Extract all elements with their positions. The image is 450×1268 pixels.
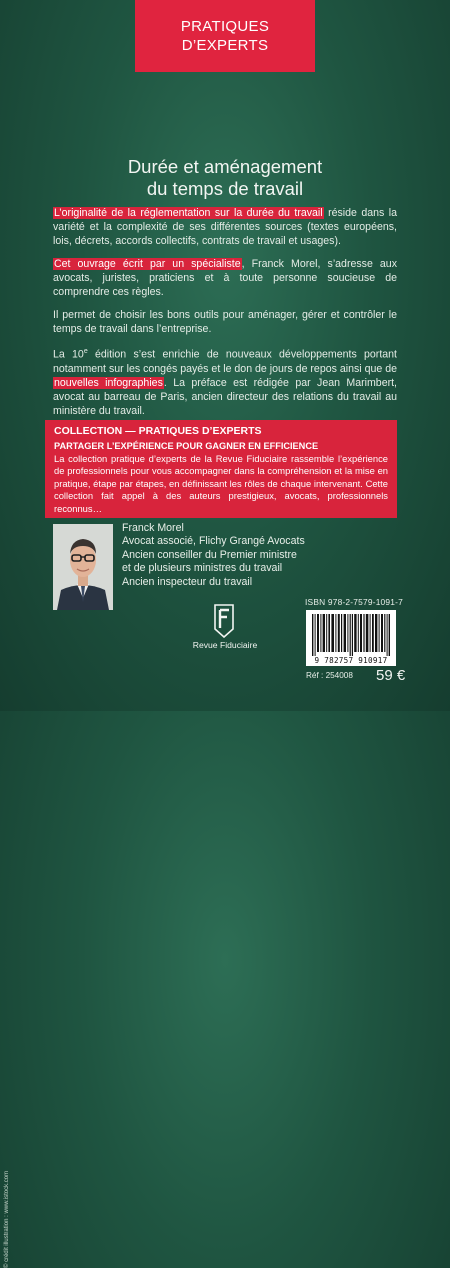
- collection-subheading: PARTAGER L’EXPÉRIENCE POUR GAGNER EN EFFICIENCE: [54, 441, 319, 451]
- publisher-logo-svg: [214, 604, 234, 638]
- series-line-2: D’EXPERTS: [181, 37, 269, 54]
- paragraph-4-middle: édition s’est enrichie de nouveaux développements portant notamment sur les congés payés et le don de jours de repos ainsi que de: [53, 348, 398, 375]
- book-title-line-1: Durée et aménagement: [127, 156, 323, 177]
- author-position: Avocat associé, Flichy Grangé Avocats: [122, 535, 305, 548]
- description-paragraph-4: [53, 345, 397, 418]
- description-paragraph-3: Il permet de choisir les bons outils pour aménager, gérer et contrôler le temps de travail dans l’entreprise.: [53, 309, 397, 335]
- paragraph-4-end: . La préface est rédigée par Jean Marimbert, avocat au barreau de Paris, ancien directeur des relations du travail au ministère du travail.: [53, 376, 398, 417]
- paragraph-4-start: La 10: [53, 348, 84, 361]
- author-portrait-icon: [53, 524, 113, 610]
- highlight-specialist: Cet ouvrage écrit par un spécialiste: [54, 258, 241, 270]
- barcode-icon: [312, 614, 390, 656]
- paragraph-2-text: , Franck Morel, s’adresse aux avocats, juristes, praticiens et à toute personne soucieuse de comprendre ces règles.: [53, 258, 397, 298]
- author-former-role-2: et de plusieurs ministres du travail: [122, 562, 283, 575]
- author-former-role-1: Ancien conseiller du Premier ministre: [122, 548, 297, 561]
- barcode: [306, 610, 396, 666]
- description: [53, 206, 397, 427]
- author-name: Franck Morel: [122, 522, 184, 534]
- author-former-role-3: Ancien inspecteur du travail: [122, 575, 253, 588]
- publisher-name: Revue Fiduciaire: [192, 640, 258, 650]
- highlight-originality: L’originalité de la réglementation sur la durée du travail: [54, 207, 323, 219]
- isbn: ISBN 978-2-7579-1091-7: [305, 597, 403, 607]
- series-line-1: PRATIQUES: [180, 18, 270, 35]
- price: 59 €: [376, 667, 406, 684]
- author-bio: [122, 522, 352, 589]
- book-title-line-2: du temps de travail: [146, 178, 304, 199]
- barcode-digits: 9 782757 910917: [314, 656, 388, 665]
- reference-number: Réf : 254008: [306, 671, 353, 680]
- book-title: [0, 156, 450, 200]
- description-paragraph-2: [53, 257, 397, 299]
- collection-heading: COLLECTION — PRATIQUES D’EXPERTS: [54, 425, 262, 437]
- author-portrait-svg: [53, 524, 113, 610]
- revue-fiduciaire-logo-icon: [214, 604, 234, 638]
- edition-superscript: e: [83, 348, 88, 355]
- illustration-credit: © crédit illustration : www.istock.com: [4, 1170, 10, 1268]
- series-banner: [135, 0, 315, 72]
- collection-text: La collection pratique d’experts de la Revue Fiduciaire rassemble l’expérience de professionnels pour vous accompagner dans la compréhension et la mise en pratique, étape par étapes, en définissant les rôles de chaque intervenant. Cette collection fait appel à des auteurs prestigieux, avocats, professionnels reconnus…: [54, 453, 388, 514]
- description-paragraph-1: [53, 206, 397, 248]
- paragraph-1-text: réside dans la variété et la complexité de ses différentes sources (textes européens, lois, décrets, accords collectifs, contrats de travail et usages).: [53, 207, 397, 247]
- collection-box: [45, 420, 397, 518]
- highlight-infographics: nouvelles infographies: [54, 376, 163, 389]
